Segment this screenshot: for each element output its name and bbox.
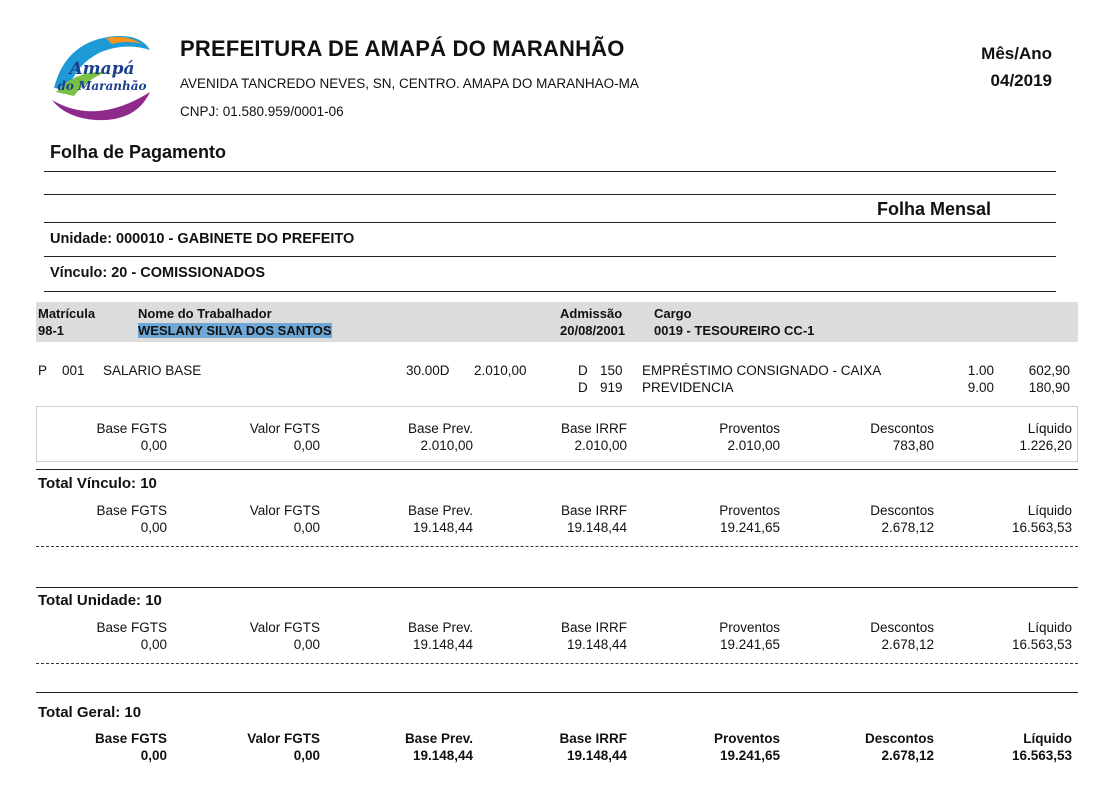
- document-title: Folha de Pagamento: [50, 142, 227, 162]
- dashed-divider: [36, 663, 1078, 664]
- matricula-label: Matrícula: [38, 306, 96, 321]
- municipality-logo: [46, 30, 156, 122]
- summary-value: 2.010,00: [727, 438, 780, 453]
- deduction-code: 150: [600, 363, 623, 378]
- total-vinculo-value: 16.563,53: [1011, 520, 1072, 535]
- organization-address: AVENIDA TANCREDO NEVES, SN, CENTRO. AMAPA DO MARANHAO-MA: [180, 76, 639, 91]
- cargo-value: 0019 - TESOUREIRO CC-1: [654, 323, 815, 338]
- earning-value: 2.010,00: [474, 363, 527, 378]
- summary-label: Base IRRF: [560, 503, 627, 518]
- summary-label: Valor FGTS: [249, 421, 320, 436]
- summary-label: Proventos: [713, 731, 780, 746]
- summary-value: 2.010,00: [420, 438, 473, 453]
- summary-value: 2.010,00: [574, 438, 627, 453]
- divider: [36, 587, 1078, 588]
- total-unidade-value: 0,00: [140, 637, 167, 652]
- divider: [36, 469, 1078, 470]
- total-geral-value: 2.678,12: [881, 748, 934, 763]
- total-geral-title: Total Geral: 10: [38, 704, 142, 721]
- summary-label: Base FGTS: [96, 620, 167, 635]
- summary-label: Proventos: [719, 421, 780, 436]
- summary-label: Proventos: [719, 503, 780, 518]
- earning-ref: 30.00D: [406, 363, 450, 378]
- summary-label: Base Prev.: [407, 503, 473, 518]
- summary-label: Base Prev.: [407, 620, 473, 635]
- divider: [44, 256, 1056, 257]
- cargo-label: Cargo: [654, 306, 692, 321]
- divider: [44, 291, 1056, 292]
- summary-label: Descontos: [864, 731, 934, 746]
- worker-header-band: [36, 302, 1078, 342]
- period-label: Mês/Ano: [981, 44, 1052, 63]
- period-value: 04/2019: [990, 71, 1052, 90]
- summary-value: 1.226,20: [1019, 438, 1072, 453]
- summary-label: Descontos: [870, 421, 934, 436]
- total-geral-value: 0,00: [293, 748, 320, 763]
- total-vinculo-value: 0,00: [293, 520, 320, 535]
- summary-value: 0,00: [293, 438, 320, 453]
- total-vinculo-title: Total Vínculo: 10: [38, 475, 157, 492]
- total-geral-value: 0,00: [140, 748, 167, 763]
- total-vinculo-value: 19.148,44: [566, 520, 627, 535]
- admission-date: 20/08/2001: [560, 323, 626, 338]
- divider: [44, 222, 1056, 223]
- summary-label: Descontos: [870, 620, 934, 635]
- summary-label: Líquido: [1027, 503, 1072, 518]
- earning-code: 001: [62, 363, 85, 378]
- organization-name: PREFEITURA DE AMAPÁ DO MARANHÃO: [180, 36, 625, 61]
- total-unidade-title: Total Unidade: 10: [38, 592, 162, 609]
- total-geral-value: 19.241,65: [719, 748, 780, 763]
- summary-label: Base Prev.: [404, 731, 473, 746]
- admission-label: Admissão: [560, 306, 623, 321]
- summary-label: Base FGTS: [94, 731, 167, 746]
- total-unidade-value: 19.148,44: [412, 637, 473, 652]
- bond-line: Vínculo: 20 - COMISSIONADOS: [50, 265, 266, 281]
- total-unidade-value: 0,00: [293, 637, 320, 652]
- logo-wordmark-1: Amapá: [69, 59, 135, 79]
- summary-label: Base IRRF: [560, 620, 627, 635]
- dashed-divider: [36, 546, 1078, 547]
- total-vinculo-value: 19.148,44: [412, 520, 473, 535]
- summary-value: 783,80: [892, 438, 934, 453]
- total-unidade-value: 16.563,53: [1011, 637, 1072, 652]
- total-vinculo-value: 0,00: [140, 520, 167, 535]
- summary-label: Base IRRF: [559, 731, 627, 746]
- summary-label: Base FGTS: [96, 503, 167, 518]
- total-geral-value: 19.148,44: [412, 748, 473, 763]
- deduction-value: 180,90: [1028, 380, 1070, 395]
- summary-label: Valor FGTS: [249, 503, 320, 518]
- worker-name-label: Nome do Trabalhador: [138, 306, 272, 321]
- deduction-type: D: [578, 363, 588, 378]
- earning-desc: SALARIO BASE: [103, 363, 202, 378]
- divider: [36, 692, 1078, 693]
- total-geral-value: 16.563,53: [1011, 748, 1072, 763]
- logo-wordmark-2: do Maranhão: [57, 79, 147, 93]
- summary-label: Base Prev.: [407, 421, 473, 436]
- total-unidade-value: 19.148,44: [566, 637, 627, 652]
- deduction-value: 602,90: [1028, 363, 1070, 378]
- deduction-ref: 1.00: [967, 363, 994, 378]
- total-vinculo-value: 19.241,65: [719, 520, 780, 535]
- summary-label: Proventos: [719, 620, 780, 635]
- summary-value: 0,00: [140, 438, 167, 453]
- unit-line: Unidade: 000010 - GABINETE DO PREFEITO: [50, 231, 355, 247]
- deduction-code: 919: [600, 380, 623, 395]
- total-unidade-value: 19.241,65: [719, 637, 780, 652]
- summary-label: Valor FGTS: [247, 731, 320, 746]
- organization-cnpj: CNPJ: 01.580.959/0001-06: [180, 104, 344, 119]
- total-vinculo-value: 2.678,12: [881, 520, 934, 535]
- matricula-value: 98-1: [38, 323, 65, 338]
- summary-label: Líquido: [1027, 421, 1072, 436]
- payroll-type: Folha Mensal: [876, 199, 991, 219]
- summary-label: Valor FGTS: [249, 620, 320, 635]
- deduction-desc: EMPRÉSTIMO CONSIGNADO - CAIXA: [642, 363, 882, 378]
- summary-label: Líquido: [1023, 731, 1072, 746]
- deduction-desc: PREVIDENCIA: [642, 380, 734, 395]
- deduction-type: D: [578, 380, 588, 395]
- summary-label: Descontos: [870, 503, 934, 518]
- worker-name[interactable]: WESLANY SILVA DOS SANTOS: [138, 323, 332, 338]
- earning-type: P: [38, 363, 48, 378]
- total-geral-value: 19.148,44: [566, 748, 627, 763]
- divider: [44, 171, 1056, 172]
- summary-label: Base FGTS: [96, 421, 167, 436]
- summary-label: Líquido: [1027, 620, 1072, 635]
- total-unidade-value: 2.678,12: [881, 637, 934, 652]
- divider: [44, 194, 1056, 195]
- deduction-ref: 9.00: [967, 380, 994, 395]
- summary-label: Base IRRF: [560, 421, 627, 436]
